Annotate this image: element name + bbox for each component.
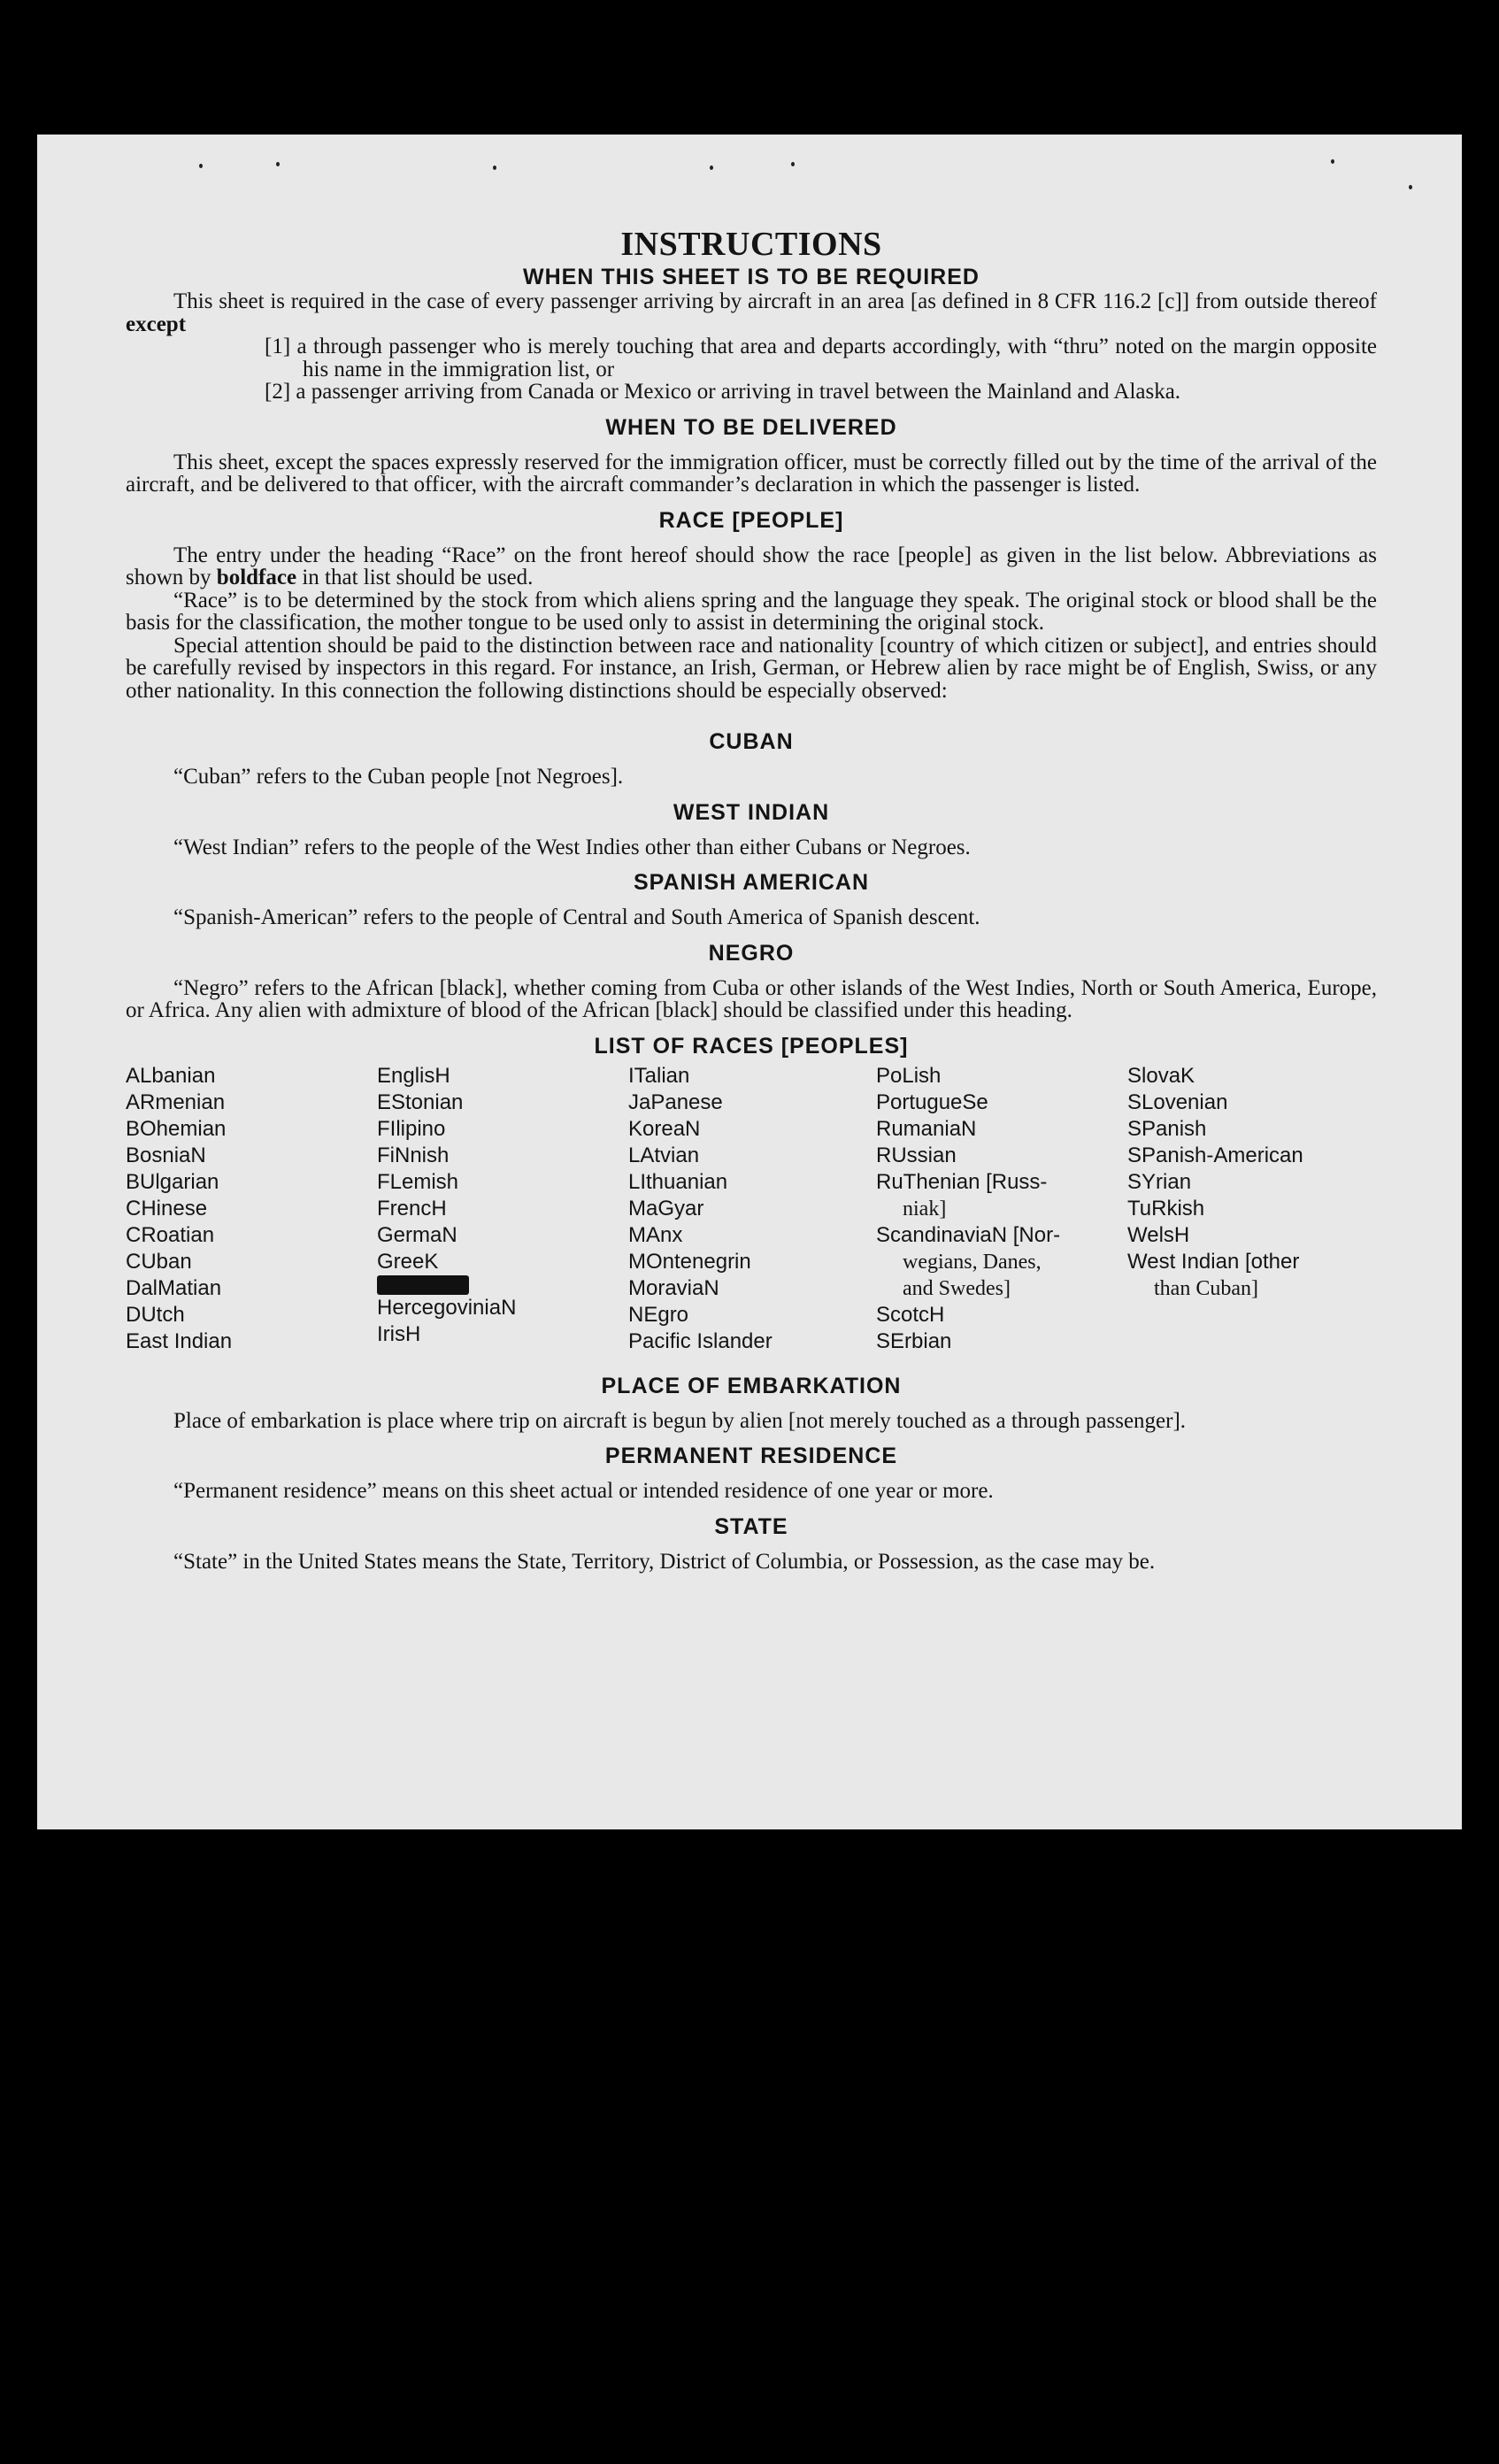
list-item: Pacific Islander xyxy=(628,1328,773,1353)
race-paragraph-3: Special attention should be paid to the distinction between race and nationality [country of which citizen or subject], and entries should be carefully revised by inspectors in this regard. For instance, an Irish, German, or Hebrew alien by race might be of English, Swiss, or any other nationality. In this connection the following distinctions should be especially observed: xyxy=(126,633,1377,703)
race-paragraph-1: The entry under the heading “Race” on the front hereof should show the race [people] as given in the list below. Abbreviations as shown by boldface in that list should be used. xyxy=(126,543,1377,589)
cuban-text: “Cuban” refers to the Cuban people [not Negroes]. xyxy=(173,765,624,789)
list-item: wegians, Danes, xyxy=(903,1250,1042,1274)
inked-over-entry xyxy=(377,1275,469,1295)
spanish-american-text: “Spanish-American” refers to the people of Central and South America of Spanish descent. xyxy=(173,905,980,929)
punch-mark xyxy=(1409,185,1412,189)
list-item: JaPanese xyxy=(628,1090,723,1114)
list-item: PoLish xyxy=(876,1063,942,1088)
race-paragraph-2: “Race” is to be determined by the stock from which aliens spring and the language they speak. The original stock or blood shall be the basis for the classification, the mother tongue to be used only to assist in determining the original stock. xyxy=(126,588,1377,635)
list-item: GreeK xyxy=(377,1249,439,1274)
list-item: SPanish-American xyxy=(1127,1143,1303,1167)
page-title: INSTRUCTIONS xyxy=(620,226,882,263)
heading-cuban: CUBAN xyxy=(709,729,794,754)
list-item: EStonian xyxy=(377,1090,464,1114)
list-item: RUssian xyxy=(876,1143,957,1167)
punch-mark xyxy=(1331,159,1334,164)
heading-spanish-american: SPANISH AMERICAN xyxy=(633,870,869,895)
list-item: PortugueSe xyxy=(876,1090,988,1114)
document-page xyxy=(37,135,1462,1829)
list-item: BosniaN xyxy=(126,1143,206,1167)
punch-mark xyxy=(276,162,280,166)
list-item: MOntenegrin xyxy=(628,1249,751,1274)
punch-mark xyxy=(199,164,203,168)
races-column-5 xyxy=(1127,1063,1377,1355)
list-item: DUtch xyxy=(126,1302,185,1327)
races-column-4 xyxy=(876,1063,1127,1355)
list-item: FiNnish xyxy=(377,1143,450,1167)
list-item: ARmenian xyxy=(126,1090,226,1114)
list-item: ScotcH xyxy=(876,1302,945,1327)
list-item: East Indian xyxy=(126,1328,233,1353)
heading-permanent-residence: PERMANENT RESIDENCE xyxy=(604,1444,898,1468)
list-item: GermaN xyxy=(377,1222,457,1247)
heading-west-indian: WEST INDIAN xyxy=(673,799,830,825)
list-item: ALbanian xyxy=(126,1063,216,1088)
list-item: ScandinaviaN [Nor- xyxy=(876,1222,1061,1247)
heading-list-of-races: LIST OF RACES [PEOPLES] xyxy=(594,1033,909,1059)
list-item: LIthuanian xyxy=(628,1169,728,1194)
list-item: TuRkish xyxy=(1127,1196,1205,1220)
when-required-item-1: [1] a through passenger who is merely touching that area and departs accordingly, with “thru” noted on the margin opposite his name in the immigration list, or xyxy=(265,335,1377,381)
list-item: CRoatian xyxy=(126,1222,215,1247)
races-column-3 xyxy=(628,1063,876,1355)
list-item: SLovenian xyxy=(1127,1090,1228,1114)
list-item: CUban xyxy=(126,1249,192,1274)
list-item: SlovaK xyxy=(1127,1063,1195,1088)
list-item: LAtvian xyxy=(628,1143,700,1167)
state-text: “State” in the United States means the State, Territory, District of Columbia, or Possession, as the case may be. xyxy=(173,1549,1156,1574)
list-item: CHinese xyxy=(126,1196,208,1220)
punch-mark xyxy=(493,166,496,170)
list-item: IrisH xyxy=(377,1321,421,1346)
list-item: HercegoviniaN xyxy=(377,1295,517,1320)
list-item xyxy=(377,1275,628,1295)
heading-place-of-embarkation: PLACE OF EMBARKATION xyxy=(601,1373,902,1398)
list-item: than Cuban] xyxy=(1154,1276,1258,1300)
list-item: MoraviaN xyxy=(628,1275,719,1300)
list-item: SErbian xyxy=(876,1328,952,1353)
list-item: SPanish xyxy=(1127,1116,1207,1141)
list-item: ITalian xyxy=(628,1063,690,1088)
when-delivered-text: This sheet, except the spaces expressly reserved for the immigration officer, must be correctly filled out by the time of the arrival of the aircraft, and be delivered to that officer, with the aircraft commander’s declaration in which the passenger is listed. xyxy=(126,450,1377,497)
when-required-item-2: [2] a passenger arriving from Canada or Mexico or arriving in travel between the Mainland and Alaska. xyxy=(265,380,1181,404)
instructions-content xyxy=(126,225,1377,1573)
list-item: SYrian xyxy=(1127,1169,1192,1194)
list-item: RumaniaN xyxy=(876,1116,977,1141)
place-of-embarkation-text: Place of embarkation is place where trip on aircraft is begun by alien [not merely touched as a through passenger]. xyxy=(173,1408,1187,1433)
races-column-2 xyxy=(377,1063,628,1355)
list-item: MaGyar xyxy=(628,1196,704,1220)
punch-mark xyxy=(710,166,713,170)
list-item: NEgro xyxy=(628,1302,689,1327)
list-item: KoreaN xyxy=(628,1116,701,1141)
list-item: DalMatian xyxy=(126,1275,222,1300)
permanent-residence-text: “Permanent residence” means on this sheet actual or intended residence of one year or more. xyxy=(173,1479,994,1503)
heading-when-required: WHEN THIS SHEET IS TO BE REQUIRED xyxy=(523,265,980,289)
punch-mark xyxy=(791,162,795,166)
list-item: and Swedes] xyxy=(903,1276,1011,1300)
list-item: FrencH xyxy=(377,1196,447,1220)
list-item: West Indian [other xyxy=(1127,1249,1300,1274)
heading-negro: NEGRO xyxy=(708,940,795,966)
list-of-races xyxy=(126,1063,1377,1355)
list-item: EnglisH xyxy=(377,1063,450,1088)
list-item: BOhemian xyxy=(126,1116,227,1141)
negro-text: “Negro” refers to the African [black], whether coming from Cuba or other islands of the West Indies, North or South America, Europe, or Africa. Any alien with admixture of blood of the African [black] should be classified under this heading. xyxy=(126,975,1377,1022)
list-item: BUlgarian xyxy=(126,1169,219,1194)
list-item: niak] xyxy=(903,1197,947,1220)
when-required-intro: This sheet is required in the case of every passenger arriving by aircraft in an area [as defined in 8 CFR 116.2 [c]] from outside thereof except xyxy=(126,289,1377,336)
heading-race: RACE [PEOPLE] xyxy=(658,507,844,533)
list-item: RuThenian [Russ- xyxy=(876,1169,1048,1194)
heading-when-delivered: WHEN TO BE DELIVERED xyxy=(605,414,897,440)
list-item: FIlipino xyxy=(377,1116,446,1141)
list-item: MAnx xyxy=(628,1222,683,1247)
list-item: FLemish xyxy=(377,1169,459,1194)
list-item: WelsH xyxy=(1127,1222,1190,1247)
west-indian-text: “West Indian” refers to the people of the West Indies other than either Cubans or Negroes. xyxy=(173,835,971,859)
races-column-1 xyxy=(126,1063,377,1355)
heading-state: STATE xyxy=(714,1513,788,1539)
